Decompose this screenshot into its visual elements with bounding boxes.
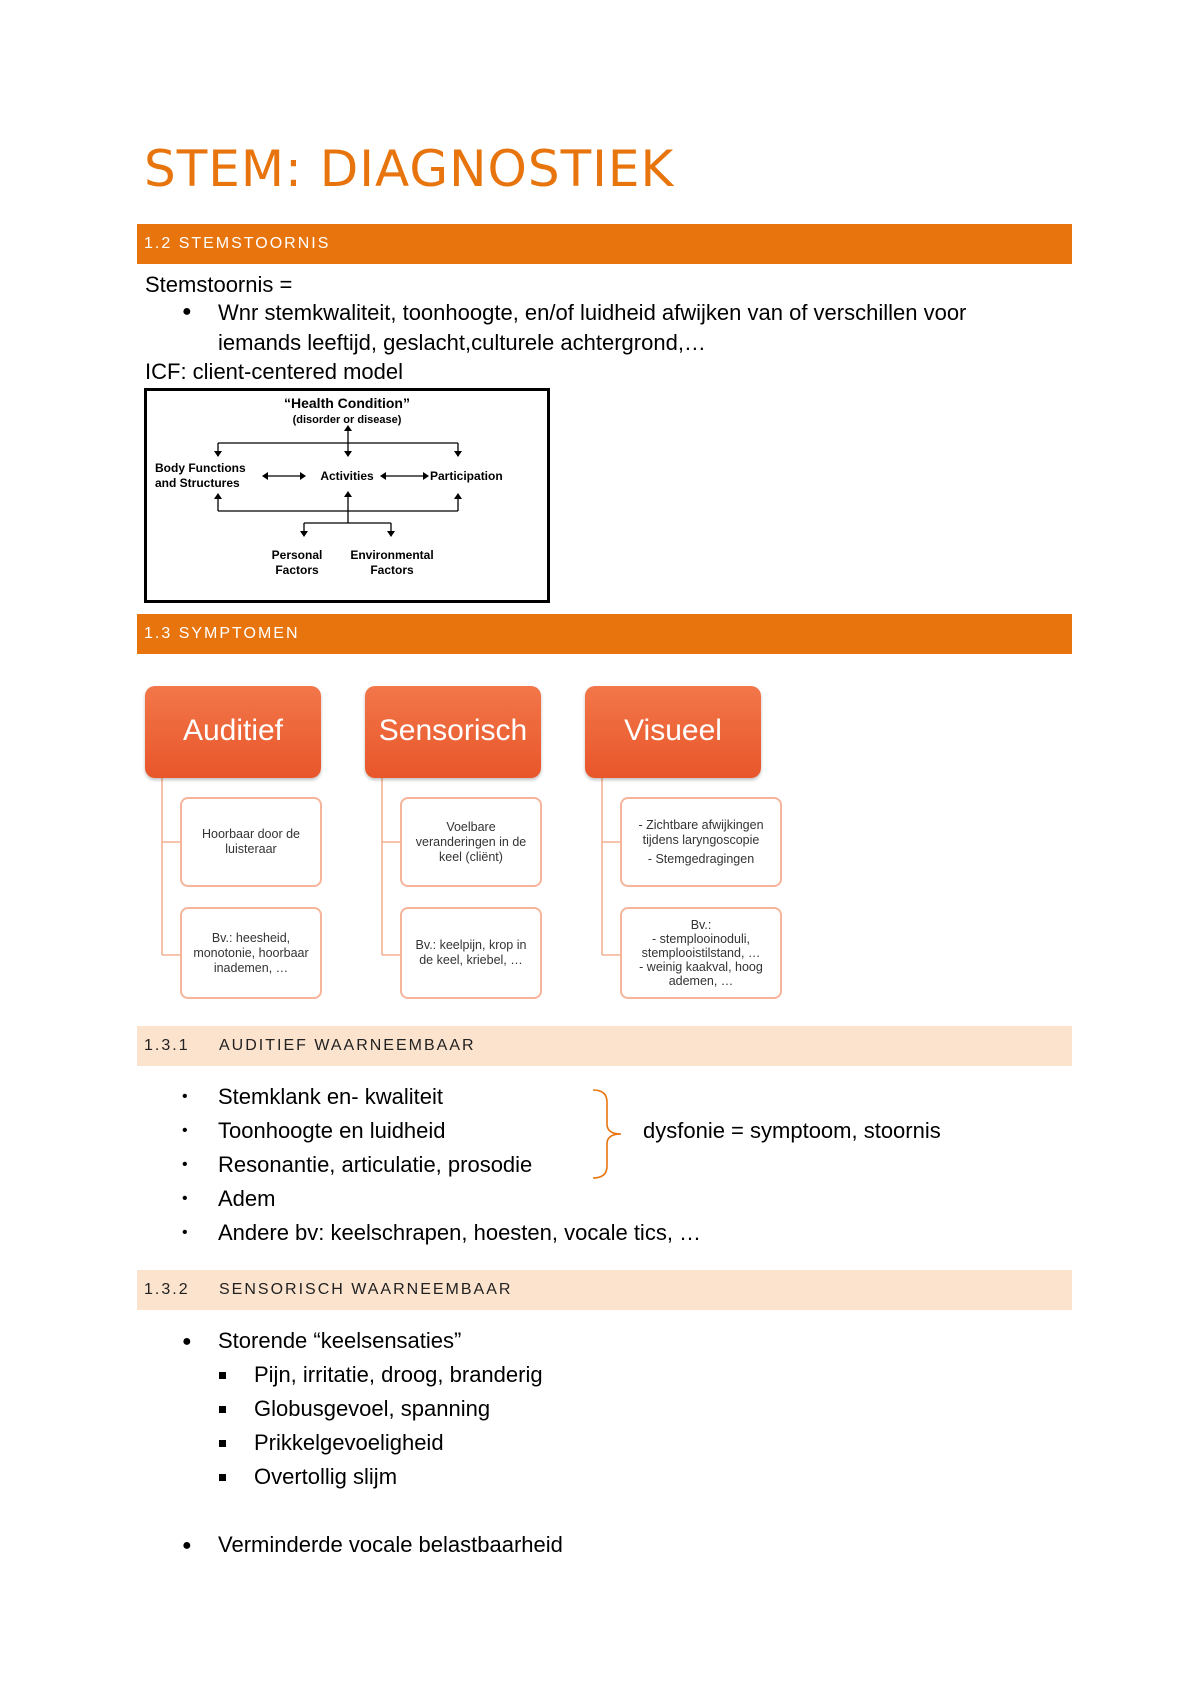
sensorisch-sub-item: Globusgevoel, spanning bbox=[254, 1396, 491, 1421]
right-brace-icon bbox=[585, 1088, 635, 1180]
dysfonie-note: dysfonie = symptoom, stoornis bbox=[643, 1118, 941, 1143]
bullet-icon: • bbox=[182, 1122, 188, 1139]
stemstoornis-def-line2: iemands leeftijd, geslacht,culturele achtergrond,… bbox=[218, 330, 706, 355]
icf-personal-factors-2: Factors bbox=[275, 563, 319, 577]
bullet-icon: • bbox=[182, 1190, 188, 1207]
bullet-icon: ● bbox=[182, 1537, 192, 1554]
sensorisch-box-1: Voelbare veranderingen in de keel (cliënt) bbox=[400, 797, 542, 887]
auditief-item: Stemklank en- kwaliteit bbox=[218, 1084, 443, 1109]
visueel-box-1: - Zichtbare afwijkingen tijdens laryngoscopie - Stemgedragingen bbox=[620, 797, 782, 887]
section-heading-1-3-1: 1.3.1 AUDITIEF WAARNEEMBAAR bbox=[137, 1026, 1072, 1066]
icf-environmental-factors-2: Factors bbox=[370, 563, 414, 577]
icf-health-condition: “Health Condition” bbox=[284, 395, 410, 411]
symptom-category-sensorisch: Sensorisch bbox=[365, 686, 541, 778]
sensorisch-sub-item: Prikkelgevoeligheid bbox=[254, 1430, 444, 1455]
sensorisch-sub-item: Overtollig slijm bbox=[254, 1464, 398, 1489]
sensorisch-box-2: Bv.: keelpijn, krop in de keel, kriebel, … bbox=[400, 907, 542, 999]
sensorisch-main-item: Storende “keelsensaties” bbox=[218, 1328, 462, 1353]
visueel-box-2: Bv.: - stemplooinoduli, stemplooistilstand, … - weinig kaakval, hoog ademen, … bbox=[620, 907, 782, 999]
auditief-item: Andere bv: keelschrapen, hoesten, vocale tics, … bbox=[218, 1220, 702, 1245]
section-heading-1-3: 1.3 SYMPTOMEN bbox=[137, 614, 1072, 654]
square-bullet-icon bbox=[219, 1406, 226, 1413]
icf-participation: Participation bbox=[430, 469, 503, 483]
bullet-icon: • bbox=[182, 1156, 188, 1173]
icf-body-functions: Body Functions bbox=[155, 461, 246, 475]
section-heading-1-3-2: 1.3.2 SENSORISCH WAARNEEMBAAR bbox=[137, 1270, 1072, 1310]
icf-personal-factors: Personal bbox=[271, 548, 323, 562]
symptom-category-auditief: Auditief bbox=[145, 686, 321, 778]
auditief-box-1: Hoorbaar door de luisteraar bbox=[180, 797, 322, 887]
square-bullet-icon bbox=[219, 1474, 226, 1481]
icf-environmental-factors: Environmental bbox=[350, 548, 434, 562]
icf-health-sub: (disorder or disease) bbox=[292, 414, 402, 426]
bullet-icon: ● bbox=[182, 1333, 192, 1350]
sensorisch-main-item: Verminderde vocale belastbaarheid bbox=[218, 1532, 563, 1557]
auditief-item: Adem bbox=[218, 1186, 276, 1211]
bullet-icon: • bbox=[182, 1224, 188, 1241]
icf-body-structures: and Structures bbox=[155, 476, 240, 490]
auditief-box-2: Bv.: heesheid, monotonie, hoorbaar inademen, … bbox=[180, 907, 322, 999]
auditief-item: Toonhoogte en luidheid bbox=[218, 1118, 446, 1143]
section-heading-1-2: 1.2 STEMSTOORNIS bbox=[137, 224, 1072, 264]
sensorisch-sub-item: Pijn, irritatie, droog, branderig bbox=[254, 1362, 543, 1387]
page-title: STEM: DIAGNOSTIEK bbox=[144, 140, 675, 198]
auditief-item: Resonantie, articulatie, prosodie bbox=[218, 1152, 533, 1177]
stemstoornis-intro: Stemstoornis = bbox=[145, 272, 293, 297]
bullet-icon: ● bbox=[182, 303, 192, 320]
icf-activities: Activities bbox=[320, 469, 374, 483]
icf-label: ICF: client-centered model bbox=[145, 359, 403, 384]
bullet-icon: • bbox=[182, 1088, 188, 1105]
square-bullet-icon bbox=[219, 1372, 226, 1379]
stemstoornis-def-line1: Wnr stemkwaliteit, toonhoogte, en/of luidheid afwijken van of verschillen voor bbox=[218, 300, 967, 325]
symptom-category-visueel: Visueel bbox=[585, 686, 761, 778]
square-bullet-icon bbox=[219, 1440, 226, 1447]
